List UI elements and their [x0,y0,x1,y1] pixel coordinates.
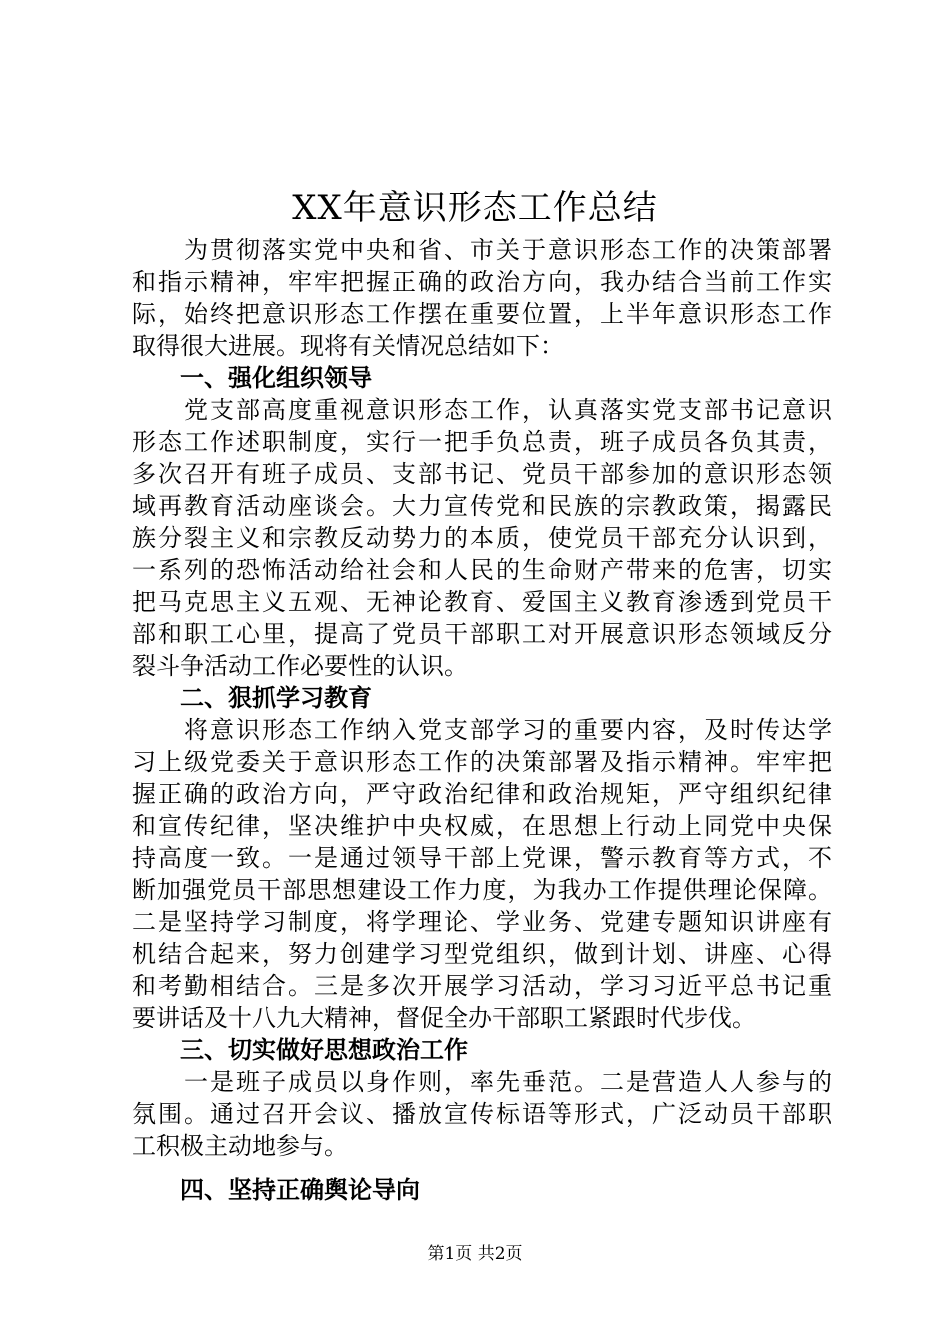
paragraph-line: 域再教育活动座谈会。大力宣传党和民族的宗教政策，揭露民 [132,492,832,520]
paragraph-line: 握正确的政治方向，严守政治纪律和政治规矩，严守组织纪律 [132,780,832,808]
document-body [132,234,832,1206]
paragraph-line: 多次召开有班子成员、支部书记、党员干部参加的意识形态领 [132,460,832,488]
paragraph-line: 和指示精神，牢牢把握正确的政治方向，我办结合当前工作实 [132,268,832,296]
paragraph-line: 部和职工心里，提高了党员干部职工对开展意识形态领域反分 [132,620,832,648]
paragraph-line: 裂斗争活动工作必要性的认识。 [132,652,468,680]
paragraph-line: 二是坚持学习制度，将学理论、学业务、党建专题知识讲座有 [132,908,832,936]
paragraph-line: 取得很大进展。现将有关情况总结如下： [132,332,564,360]
section-heading: 一、强化组织领导 [180,364,372,392]
section-4 [132,1174,832,1206]
page-footer: 第1页 共2页 [427,1244,523,1264]
paragraph-line: 形态工作述职制度，实行一把手负总责，班子成员各负其责， [132,428,832,456]
section-3 [132,1034,832,1162]
section-heading: 二、狠抓学习教育 [180,684,372,712]
paragraph-line: 要讲话及十八九大精神，督促全办干部职工紧跟时代步伐。 [132,1004,756,1032]
section-heading: 三、切实做好思想政治工作 [180,1036,468,1064]
paragraph-line: 一是班子成员以身作则，率先垂范。二是营造人人参与的 [132,1068,832,1096]
paragraph-line: 断加强党员干部思想建设工作力度，为我办工作提供理论保障。 [132,876,832,904]
paragraph-line: 工积极主动地参与。 [132,1132,348,1160]
paragraph-line: 为贯彻落实党中央和省、市关于意识形态工作的决策部署 [132,236,832,264]
paragraph-line: 和考勤相结合。三是多次开展学习活动，学习习近平总书记重 [132,972,832,1000]
section-heading: 四、坚持正确舆论导向 [180,1176,420,1204]
intro-paragraph [132,234,832,362]
section-1 [132,362,832,682]
paragraph-line: 际，始终把意识形态工作摆在重要位置，上半年意识形态工作 [132,300,832,328]
paragraph-line: 将意识形态工作纳入党支部学习的重要内容，及时传达学 [132,716,832,744]
paragraph-line: 把马克思主义五观、无神论教育、爱国主义教育渗透到党员干 [132,588,832,616]
paragraph-line: 党支部高度重视意识形态工作，认真落实党支部书记意识 [132,396,832,424]
section-2 [132,682,832,1034]
document-title: XX年意识形态工作总结 [292,188,658,228]
paragraph-line: 氛围。通过召开会议、播放宣传标语等形式，广泛动员干部职 [132,1100,832,1128]
paragraph-line: 和宣传纪律，坚决维护中央权威，在思想上行动上同党中央保 [132,812,832,840]
paragraph-line: 族分裂主义和宗教反动势力的本质，使党员干部充分认识到， [132,524,832,552]
paragraph-line: 持高度一致。一是通过领导干部上党课，警示教育等方式，不 [132,844,832,872]
paragraph-line: 一系列的恐怖活动给社会和人民的生命财产带来的危害，切实 [132,556,832,584]
paragraph-line: 习上级党委关于意识形态工作的决策部署及指示精神。牢牢把 [132,748,832,776]
paragraph-line: 机结合起来，努力创建学习型党组织，做到计划、讲座、心得 [132,940,832,968]
